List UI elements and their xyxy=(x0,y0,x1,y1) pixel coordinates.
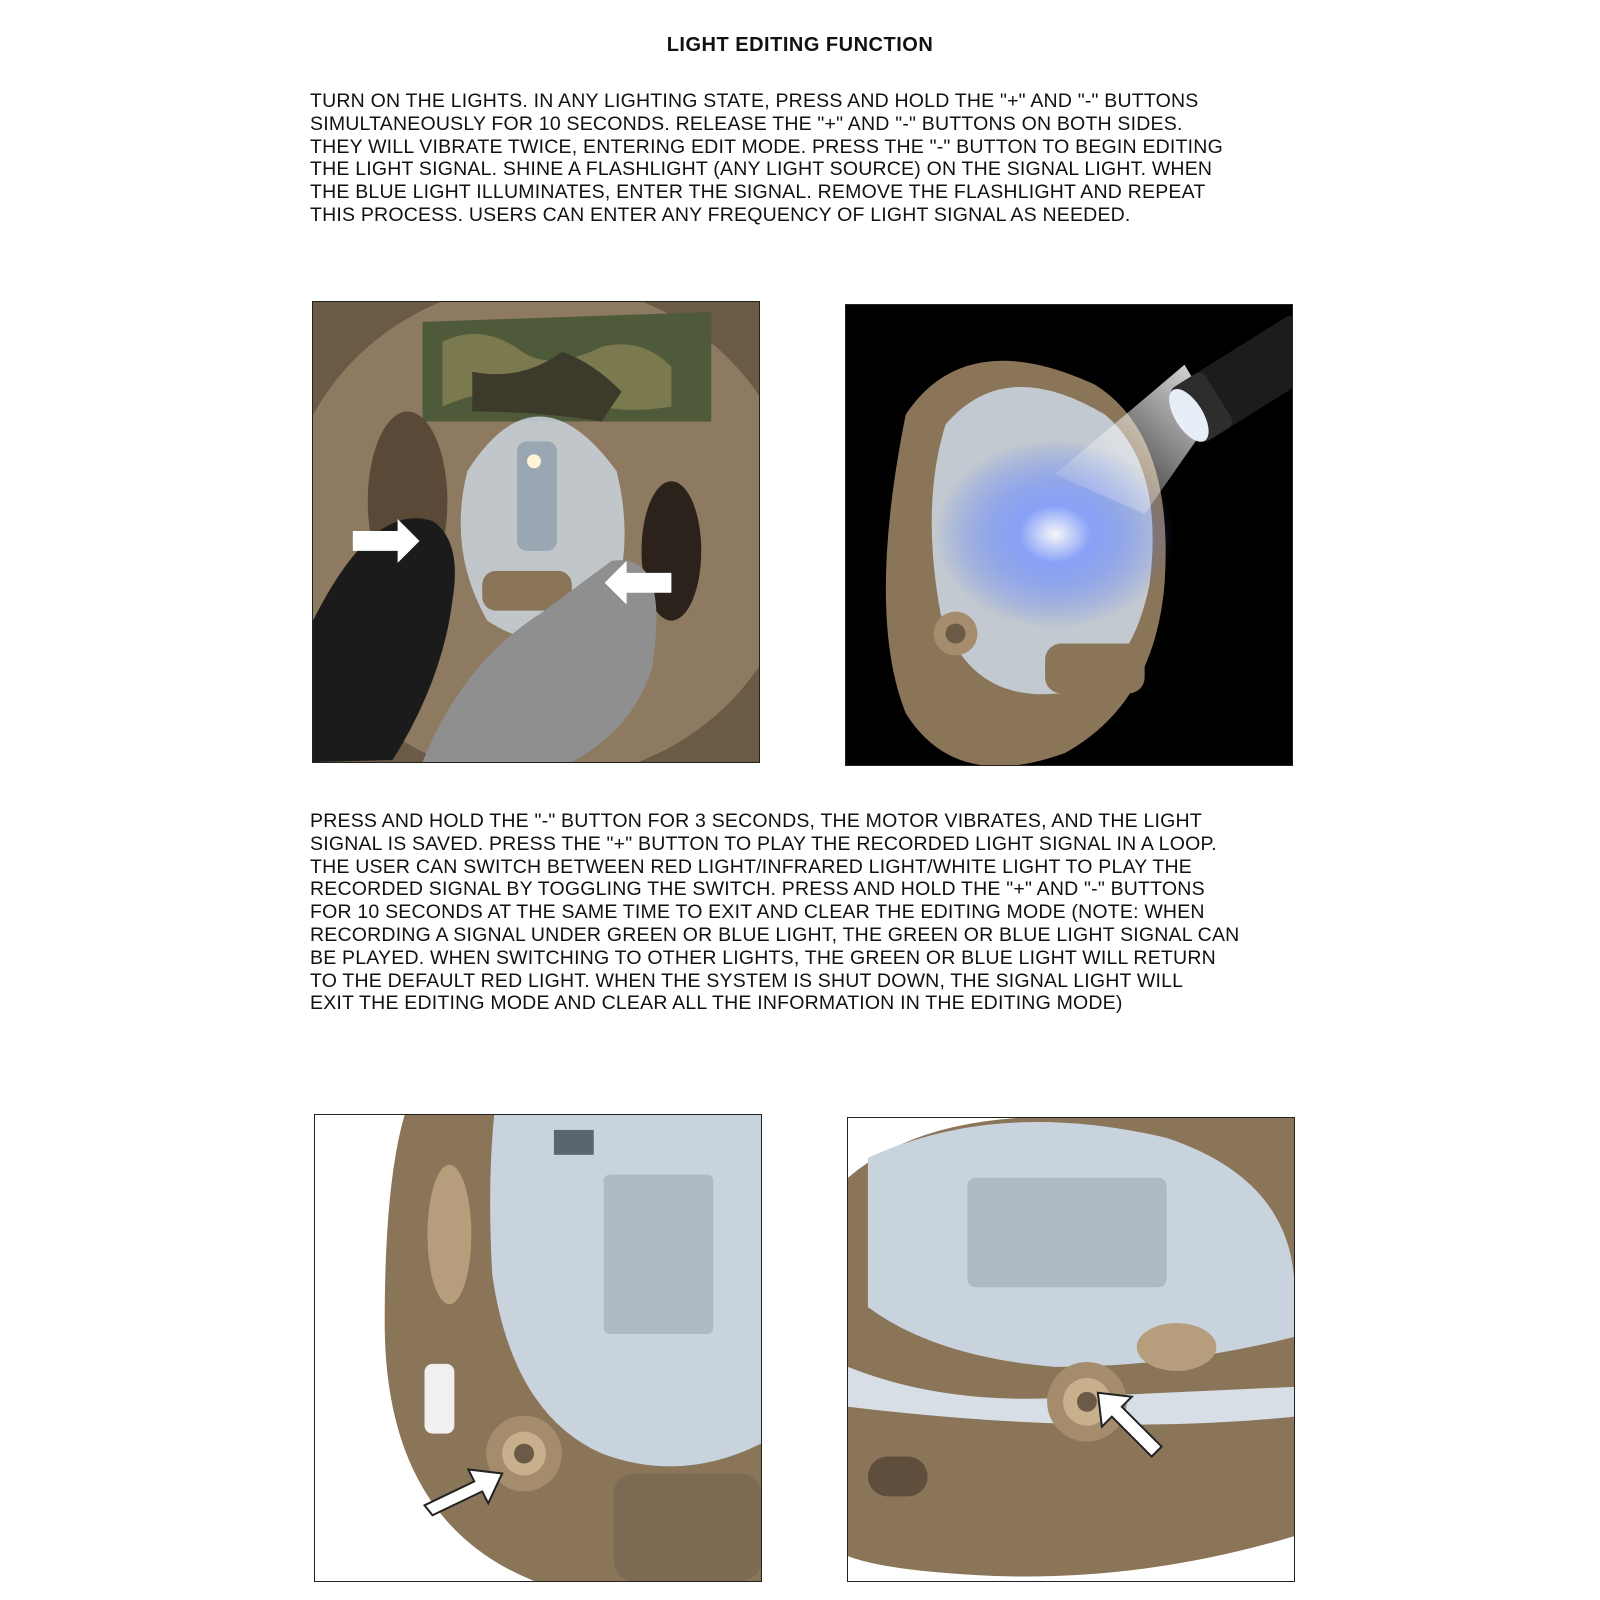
paragraph-line: TO THE DEFAULT RED LIGHT. WHEN THE SYSTEM IS SHUT DOWN, THE SIGNAL LIGHT WILL xyxy=(310,969,1184,992)
page-title: LIGHT EDITING FUNCTION xyxy=(666,34,934,56)
photo-press-both-buttons xyxy=(312,301,760,763)
paragraph-line: SIMULTANEOUSLY FOR 10 SECONDS. RELEASE THE "+" AND "-" BUTTONS ON BOTH SIDES. xyxy=(310,112,1183,135)
paragraph-line: EXIT THE EDITING MODE AND CLEAR ALL THE INFORMATION IN THE EDITING MODE) xyxy=(310,992,1123,1015)
paragraph-line: SIGNAL IS SAVED. PRESS THE "+" BUTTON TO PLAY THE RECORDED LIGHT SIGNAL IN A LOOP. xyxy=(310,832,1217,855)
photo-flashlight-signal xyxy=(845,304,1293,766)
photo-plus-button-closeup xyxy=(847,1117,1295,1582)
instructions-paragraph-2 xyxy=(310,810,1310,1015)
photo-minus-button-closeup xyxy=(314,1114,762,1582)
paragraph-line: TURN ON THE LIGHTS. IN ANY LIGHTING STATE, PRESS AND HOLD THE "+" AND "-" BUTTONS xyxy=(310,90,1199,112)
paragraph-line: RECORDED SIGNAL BY TOGGLING THE SWITCH. PRESS AND HOLD THE "+" AND "-" BUTTONS xyxy=(310,878,1205,901)
paragraph-line: THIS PROCESS. USERS CAN ENTER ANY FREQUENCY OF LIGHT SIGNAL AS NEEDED. xyxy=(310,203,1131,226)
paragraph-line: PRESS AND HOLD THE "-" BUTTON FOR 3 SECONDS, THE MOTOR VIBRATES, AND THE LIGHT xyxy=(310,810,1202,832)
instructions-paragraph-1 xyxy=(310,90,1310,227)
paragraph-line: FOR 10 SECONDS AT THE SAME TIME TO EXIT AND CLEAR THE EDITING MODE (NOTE: WHEN xyxy=(310,901,1205,924)
paragraph-line: THE LIGHT SIGNAL. SHINE A FLASHLIGHT (ANY LIGHT SOURCE) ON THE SIGNAL LIGHT. WHEN xyxy=(310,158,1213,181)
paragraph-line: THE BLUE LIGHT ILLUMINATES, ENTER THE SIGNAL. REMOVE THE FLASHLIGHT AND REPEAT xyxy=(310,181,1206,204)
paragraph-line: BE PLAYED. WHEN SWITCHING TO OTHER LIGHTS, THE GREEN OR BLUE LIGHT WILL RETURN xyxy=(310,946,1216,969)
paragraph-line: RECORDING A SIGNAL UNDER GREEN OR BLUE LIGHT, THE GREEN OR BLUE LIGHT SIGNAL CAN xyxy=(310,923,1240,946)
paragraph-line: THEY WILL VIBRATE TWICE, ENTERING EDIT MODE. PRESS THE "-" BUTTON TO BEGIN EDITING xyxy=(310,135,1223,158)
paragraph-line: THE USER CAN SWITCH BETWEEN RED LIGHT/INFRARED LIGHT/WHITE LIGHT TO PLAY THE xyxy=(310,855,1192,878)
